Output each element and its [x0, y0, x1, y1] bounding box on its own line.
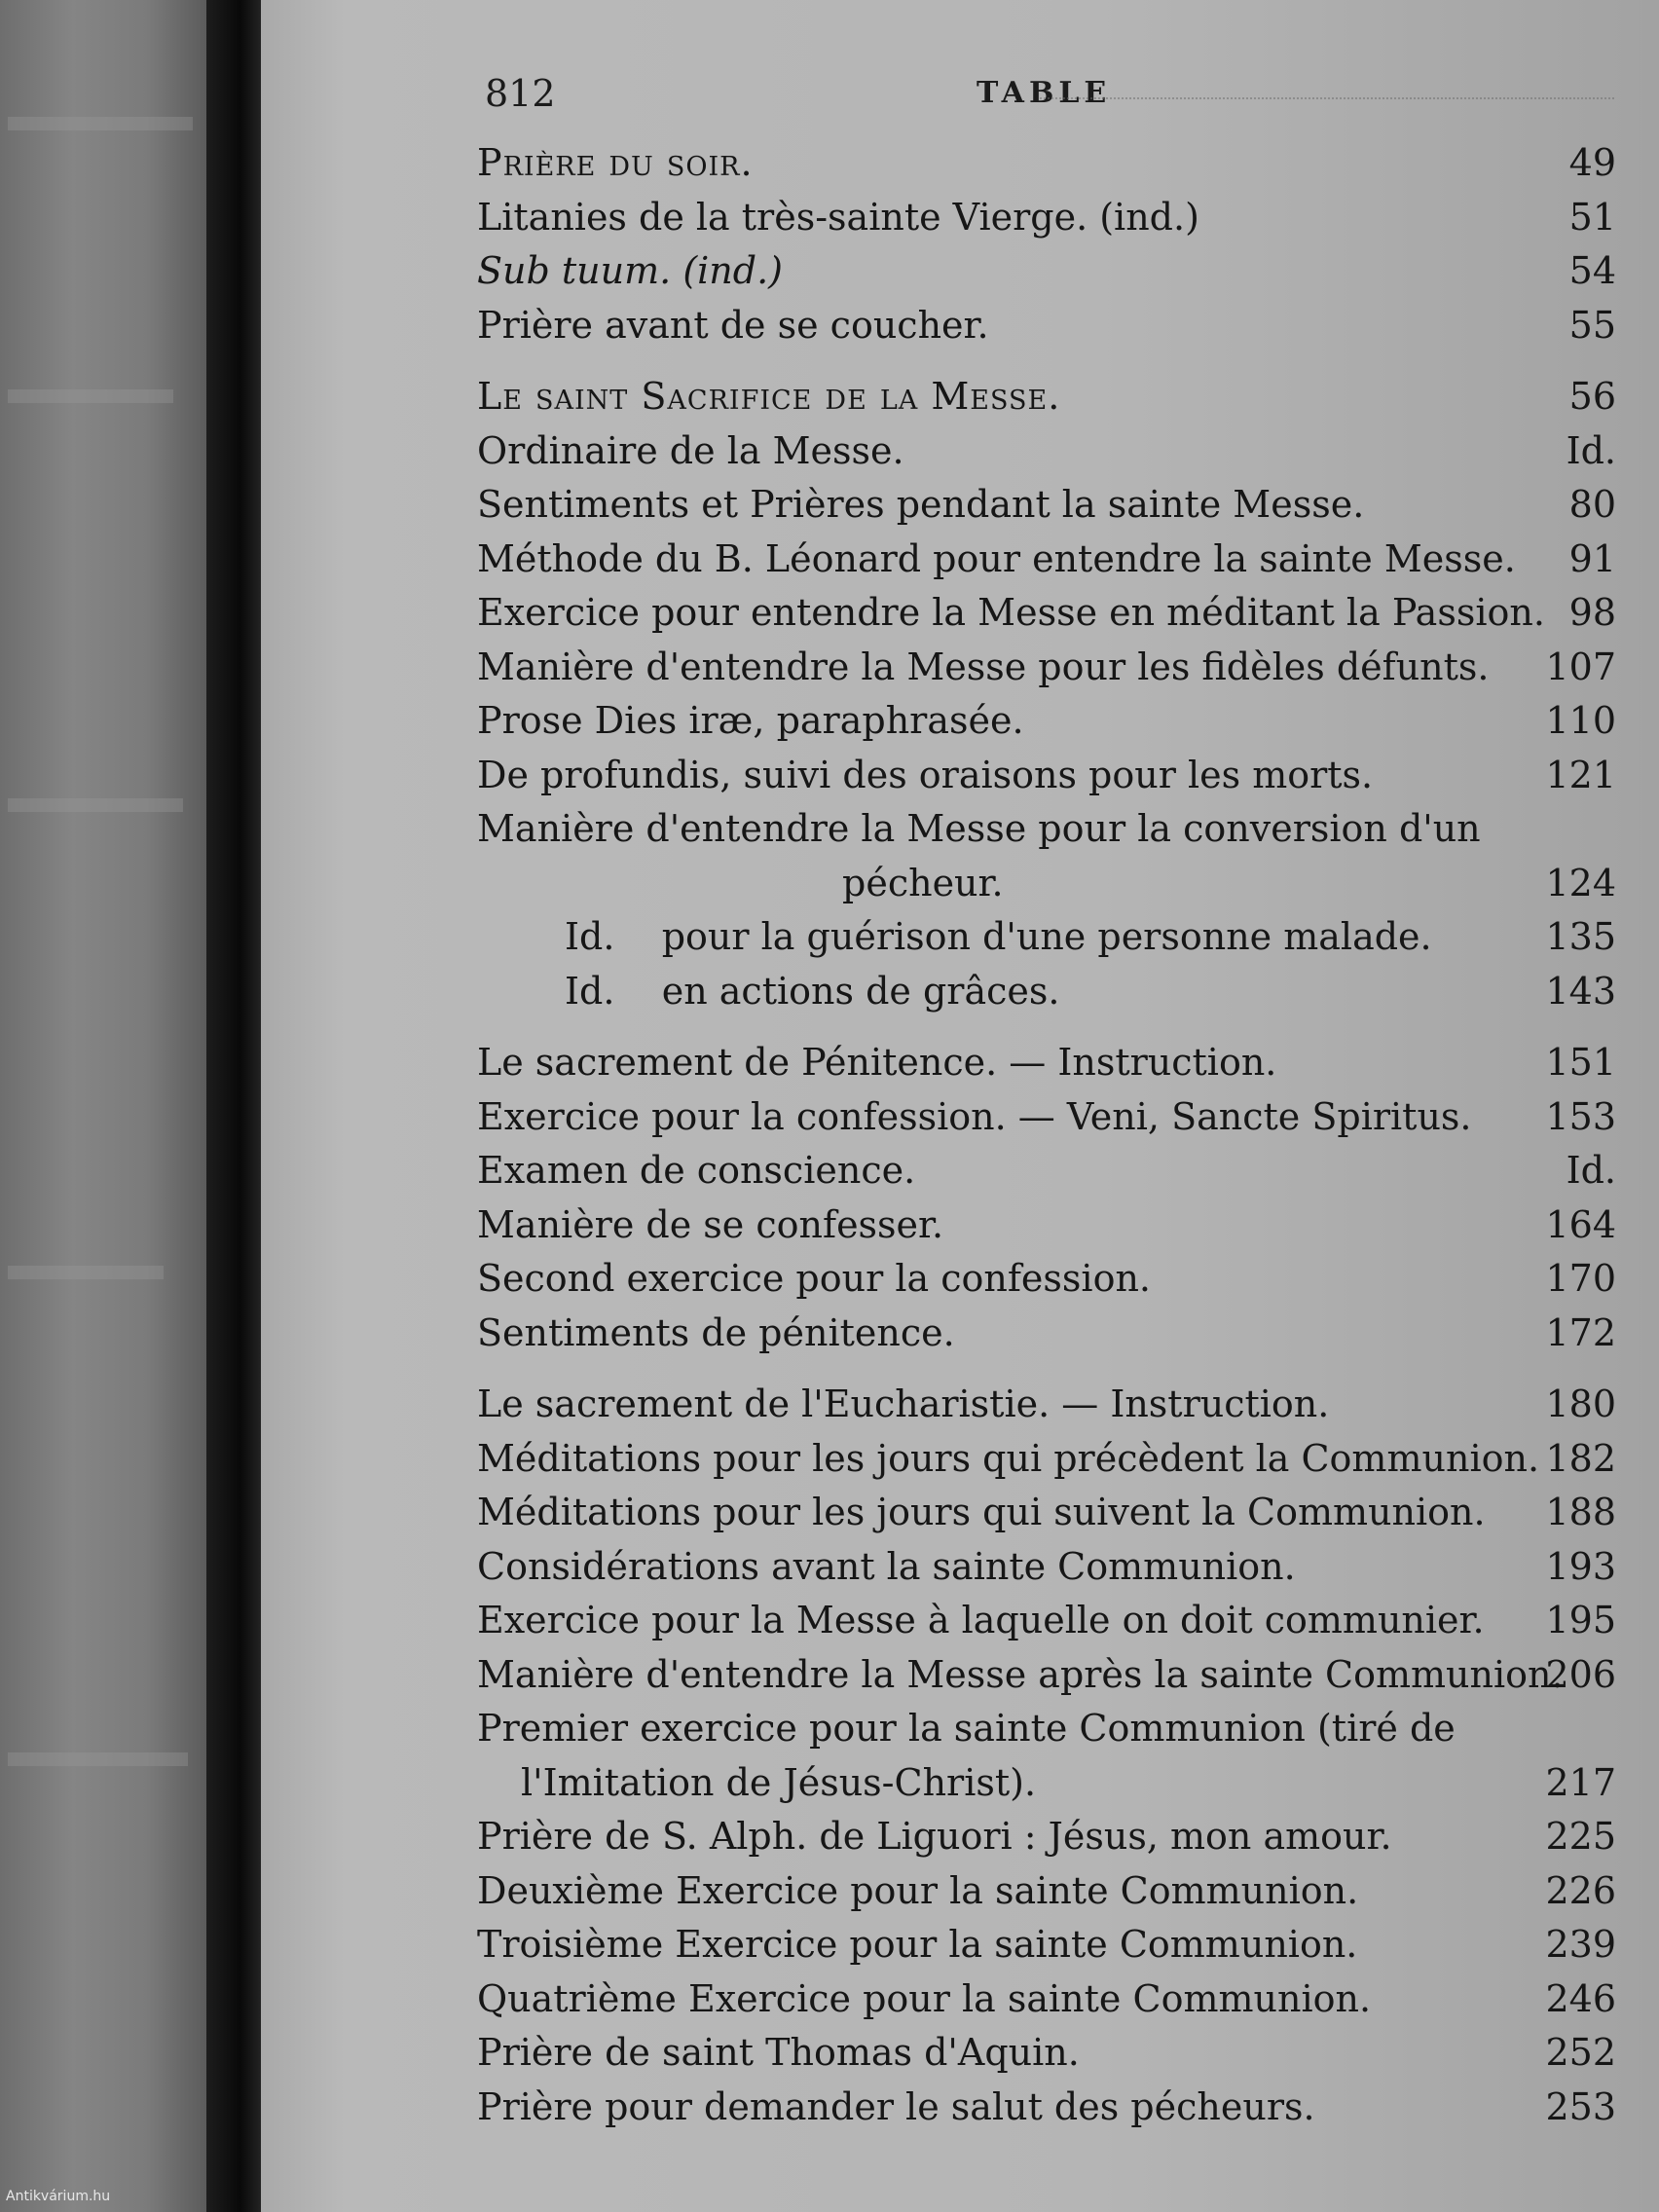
entry-title: Exercice pour entendre la Messe en méditant la Passion.: [477, 591, 1545, 634]
page-title: TABLE: [977, 76, 1112, 110]
toc-entry: [477, 910, 1616, 965]
entry-title: Sentiments et Prières pendant la sainte Messe.: [477, 483, 1365, 526]
page-number: 812: [485, 72, 556, 115]
entry-title: Second exercice pour la confession.: [477, 1257, 1151, 1300]
entry-title: Premier exercice pour la sainte Communion (tiré de: [477, 1707, 1456, 1750]
entry-title: Examen de conscience.: [477, 1149, 916, 1192]
entry-page: 217: [1545, 1760, 1616, 1804]
entry-page: 170: [1545, 1257, 1616, 1300]
entry-title: Quatrième Exercice pour la sainte Communion.: [477, 1976, 1372, 2020]
toc-entry: [477, 1810, 1616, 1864]
entry-title: Sentiments de pénitence.: [477, 1310, 955, 1354]
entry-title: Méditations pour les jours qui suivent la Communion.: [477, 1491, 1486, 1533]
toc-entry: [477, 136, 1616, 191]
toc-entry: [477, 1702, 1616, 1810]
entry-page: 91: [1568, 536, 1616, 580]
bleed-through-line: [8, 1266, 164, 1279]
entry-title: Troisième Exercice pour la sainte Communion.: [477, 1923, 1358, 1966]
entry-title: De profundis, suivi des oraisons pour les morts.: [477, 753, 1374, 796]
entry-title: Manière de se confesser.: [477, 1202, 944, 1246]
entry-page: 56: [1568, 375, 1616, 418]
bleed-through-line: [8, 798, 183, 812]
toc-entry: [477, 586, 1616, 641]
facing-page-edge: [0, 0, 209, 2212]
toc-entry: [477, 965, 1616, 1019]
toc-entry: [477, 299, 1616, 353]
entry-title: Manière d'entendre la Messe pour la conversion d'un: [477, 807, 1481, 850]
entry-page: 107: [1545, 645, 1616, 688]
entry-title-continued: l'Imitation de Jésus-Christ).: [521, 1760, 1037, 1804]
toc-entry: [477, 2026, 1616, 2081]
entry-title: Exercice pour la Messe à laquelle on doit communier.: [477, 1599, 1485, 1641]
entry-title: Méthode du B. Léonard pour entendre la sainte Messe.: [477, 536, 1516, 580]
toc-entry: [477, 1540, 1616, 1595]
entry-title: Sub tuum. (ind.): [477, 249, 784, 292]
toc-section-entry: [477, 1036, 1616, 1090]
entry-page: 193: [1545, 1544, 1616, 1588]
entry-page: 195: [1545, 1599, 1616, 1641]
entry-page: 172: [1545, 1310, 1616, 1354]
toc-entry: [477, 749, 1616, 803]
entry-title: Prose Dies iræ, paraphrasée.: [477, 699, 1024, 742]
entry-title: Id. pour la guérison d'une personne malade.: [565, 915, 1432, 958]
toc-entry: [477, 641, 1616, 695]
entry-page: Id.: [1566, 1149, 1616, 1192]
entry-title: Exercice pour la confession. — Veni, Sancte Spiritus.: [477, 1094, 1472, 1138]
toc-entry: [477, 1594, 1616, 1648]
entry-page: 253: [1545, 2084, 1616, 2128]
toc-entry: [477, 1307, 1616, 1361]
entry-title: Manière d'entendre la Messe pour les fidèles défunts.: [477, 645, 1490, 688]
watermark: Antikvárium.hu: [6, 2189, 111, 2204]
entry-page: 153: [1545, 1094, 1616, 1138]
toc-entry: [477, 802, 1616, 910]
entry-page: 180: [1545, 1382, 1616, 1425]
entry-page: 182: [1545, 1436, 1616, 1480]
entry-title: Prière de saint Thomas d'Aquin.: [477, 2031, 1080, 2074]
toc-entry: [477, 1090, 1616, 1145]
entry-title: Litanies de la très-sainte Vierge. (ind.): [477, 195, 1199, 239]
entry-page: 124: [1545, 861, 1616, 904]
entry-page: 188: [1545, 1491, 1616, 1533]
entry-page: 55: [1568, 303, 1616, 347]
entry-title: Manière d'entendre la Messe après la sainte Communion.: [477, 1652, 1564, 1696]
toc-entry: [477, 533, 1616, 587]
bleed-through-line: [8, 117, 193, 130]
entry-title: Le saint Sacrifice de la Messe.: [477, 375, 1061, 418]
entry-page: 226: [1545, 1868, 1616, 1912]
bleed-through-line: [8, 389, 173, 403]
toc-entry: [477, 1432, 1616, 1487]
entry-page: 54: [1568, 249, 1616, 292]
table-of-contents: [477, 136, 1616, 2134]
entry-page: 206: [1545, 1652, 1616, 1696]
bleed-through-line: [8, 1752, 188, 1766]
entry-title-continued: pécheur.: [842, 861, 1004, 904]
header-ornament: [1040, 97, 1614, 101]
entry-page: Id.: [1566, 428, 1616, 472]
toc-entry: [477, 191, 1616, 245]
entry-title: Id. en actions de grâces.: [565, 969, 1060, 1013]
entry-page: 239: [1545, 1923, 1616, 1966]
entry-page: 151: [1545, 1041, 1616, 1084]
toc-section-entry: [477, 370, 1616, 424]
entry-page: 252: [1545, 2031, 1616, 2074]
entry-page: 121: [1545, 753, 1616, 796]
entry-page: 49: [1568, 141, 1616, 184]
toc-entry: [477, 1648, 1616, 1703]
toc-entry: [477, 1918, 1616, 1972]
entry-title: Ordinaire de la Messe.: [477, 428, 904, 472]
entry-title: Méditations pour les jours qui précèdent la Communion.: [477, 1436, 1540, 1480]
toc-entry: [477, 1486, 1616, 1540]
entry-page: 80: [1568, 483, 1616, 526]
entry-page: 110: [1545, 699, 1616, 742]
toc-entry: [477, 1252, 1616, 1307]
entry-page: 135: [1545, 915, 1616, 958]
toc-entry: [477, 424, 1616, 479]
entry-title: Prière pour demander le salut des pécheurs.: [477, 2084, 1315, 2128]
entry-page: 98: [1568, 591, 1616, 634]
entry-page: 246: [1545, 1976, 1616, 2020]
entry-page: 143: [1545, 969, 1616, 1013]
entry-title: Le sacrement de l'Eucharistie. — Instruction.: [477, 1382, 1330, 1425]
entry-title: Considérations avant la sainte Communion.: [477, 1544, 1296, 1588]
entry-title: Prière avant de se coucher.: [477, 303, 989, 347]
entry-page: 225: [1545, 1815, 1616, 1858]
entry-page: 164: [1545, 1202, 1616, 1246]
toc-entry: [477, 1864, 1616, 1919]
book-spine: [206, 0, 263, 2212]
toc-entry: [477, 1972, 1616, 2027]
entry-title: Le sacrement de Pénitence. — Instruction.: [477, 1041, 1277, 1084]
entry-title: Prière de S. Alph. de Liguori : Jésus, mon amour.: [477, 1815, 1392, 1858]
toc-entry: [477, 1144, 1616, 1198]
entry-title: Prière du soir.: [477, 141, 754, 184]
toc-entry: [477, 478, 1616, 533]
toc-section-entry: [477, 1378, 1616, 1432]
entry-page: 51: [1568, 195, 1616, 239]
entry-title: Deuxième Exercice pour la sainte Communion.: [477, 1868, 1359, 1912]
toc-entry: [477, 2081, 1616, 2135]
toc-entry: [477, 244, 1616, 299]
toc-entry: [477, 1198, 1616, 1253]
page-header: [485, 72, 1614, 121]
toc-entry: [477, 694, 1616, 749]
